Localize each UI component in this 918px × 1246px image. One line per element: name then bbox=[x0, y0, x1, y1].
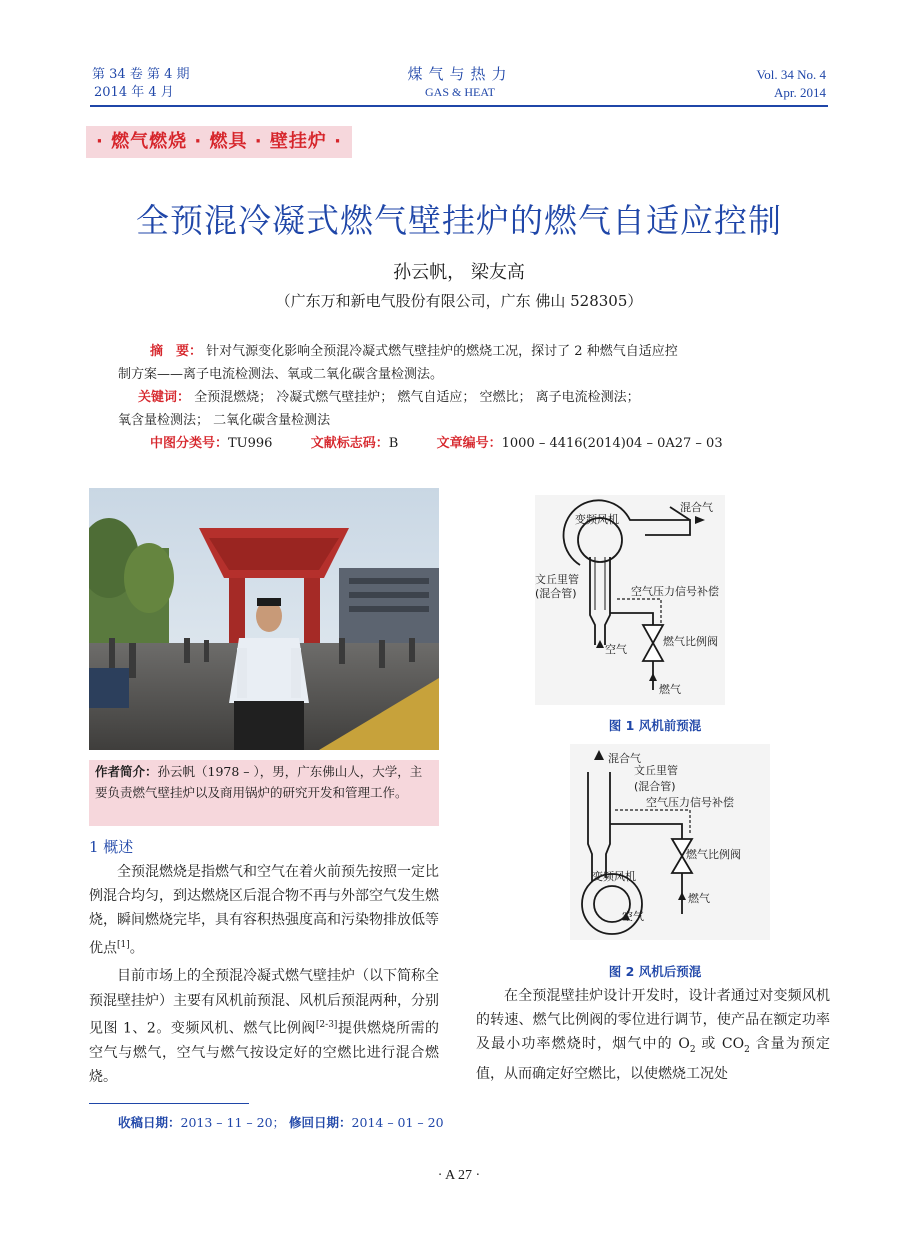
authors: 孙云帆， 梁友高 bbox=[393, 262, 525, 283]
footnote-rule bbox=[89, 1103, 249, 1104]
sub-co2: 2 bbox=[744, 1045, 750, 1056]
abstract-text-2: 制方案——离子电流检测法、氧或二氧化碳含量检测法。 bbox=[118, 367, 444, 382]
paragraph-2 bbox=[89, 964, 439, 1089]
bio-label: 作者简介： bbox=[95, 764, 158, 779]
received-label: 收稿日期： bbox=[118, 1115, 181, 1130]
body-right-column bbox=[476, 984, 830, 1087]
fig1-mixed-gas-label: 混合气 bbox=[680, 501, 713, 514]
keywords-label: 关键词： bbox=[138, 390, 191, 405]
issue-date-en: Apr. 2014 bbox=[774, 85, 826, 100]
fig1-air-label: 空气 bbox=[605, 643, 627, 656]
keywords-line-1 bbox=[112, 386, 802, 409]
keywords-text-2: 氧含量检测法； 二氧化碳含量检测法 bbox=[118, 413, 331, 428]
reference-2-3[interactable]: [2-3] bbox=[315, 1019, 338, 1030]
abstract-label: 摘 要： bbox=[150, 344, 203, 359]
figure-2 bbox=[570, 744, 770, 940]
right-para-c: 含量为预定值，从而确定好空燃比，以使燃烧工况处 bbox=[476, 1036, 831, 1083]
doc-code-label: 文献标志码： bbox=[310, 436, 389, 451]
fig2-venturi-sub-label: (混合管) bbox=[634, 780, 676, 793]
fig2-gas-label: 燃气 bbox=[688, 892, 710, 905]
article-title: 全预混冷凝式燃气壁挂炉的燃气自适应控制 bbox=[136, 201, 782, 240]
para2-text: 目前市场上的全预混冷凝式燃气壁挂炉（以下简称全预混壁挂炉）主要有风机前预混、风机后预混两种，分别见图 1、2。变频风机、燃气比例阀 bbox=[89, 968, 439, 1037]
affiliation: （广东万和新电气股份有限公司，广东 佛山 528305） bbox=[275, 292, 643, 310]
volume-issue-en: Vol. 34 No. 4 bbox=[756, 67, 826, 82]
fig1-venturi-label: 文丘里管 bbox=[535, 573, 579, 586]
abstract-line-1 bbox=[112, 340, 802, 363]
figure-1-diagram bbox=[535, 495, 725, 705]
abstract-block bbox=[112, 340, 802, 455]
author-photo bbox=[89, 488, 439, 750]
figure-1-caption: 图 1 风机前预混 bbox=[608, 718, 702, 733]
para1-text: 全预混燃烧是指燃气和空气在着火前预先按照一定比例混合均匀，到达燃烧区后混合物不再与外部空气发生燃烧，瞬间燃烧完毕，具有容积热强度高和污染物排放低等优点 bbox=[89, 864, 439, 957]
volume-issue: 第 34 卷 第 4 期 bbox=[92, 67, 190, 82]
abstract-text-1: 针对气源变化影响全预混冷凝式燃气壁挂炉的燃烧工况，探讨了 2 种燃气自适应控 bbox=[206, 344, 678, 359]
keywords-text-1: 全预混燃烧； 冷凝式燃气壁挂炉； 燃气自适应； 空燃比； 离子电流检测法； bbox=[194, 390, 640, 405]
reference-1[interactable]: [1] bbox=[117, 939, 130, 950]
journal-issue bbox=[92, 66, 189, 102]
journal-name-cn: 煤气与热力 bbox=[407, 65, 513, 83]
classification-line bbox=[112, 432, 802, 455]
paragraph-right bbox=[476, 984, 830, 1087]
bio-text: 孙云帆（1978 – ），男，广东佛山人，大学，主要负责燃气壁挂炉以及商用锅炉的研究开发和管理工作。 bbox=[95, 764, 423, 800]
fig2-mixed-gas-label: 混合气 bbox=[608, 752, 641, 765]
fig1-gas-label: 燃气 bbox=[659, 683, 681, 696]
page-number: · A 27 · bbox=[437, 1168, 481, 1183]
clc-label: 中图分类号： bbox=[150, 436, 229, 451]
figure-2-diagram bbox=[570, 744, 770, 940]
fig1-valve-label: 燃气比例阀 bbox=[663, 635, 718, 648]
issue-date: 2014 年 4 月 bbox=[94, 85, 174, 100]
fig2-valve-label: 燃气比例阀 bbox=[686, 848, 741, 861]
journal-name-en: GAS & HEAT bbox=[424, 85, 495, 99]
section-label: · 燃气燃烧 · 燃具 · 壁挂炉 · bbox=[86, 126, 352, 158]
para2-end: 提供燃烧所需的空气与燃气，空气与燃气按设定好的空燃比进行混合燃烧。 bbox=[89, 1020, 440, 1085]
right-para-b: 或 CO bbox=[695, 1036, 745, 1053]
fig2-venturi-label: 文丘里管 bbox=[634, 764, 678, 777]
revised-date: 2014 – 01 – 20 bbox=[351, 1115, 444, 1130]
article-no-label: 文章编号： bbox=[436, 436, 502, 451]
fig1-fan-label: 变频风机 bbox=[575, 513, 619, 526]
fig2-air-comp-label: 空气压力信号补偿 bbox=[646, 796, 734, 809]
keywords-line-2 bbox=[112, 409, 802, 432]
journal-issue-en bbox=[757, 66, 826, 102]
received-date: 2013 – 11 – 20； bbox=[180, 1115, 286, 1130]
author-photo-image bbox=[89, 488, 439, 750]
fig2-air-label: 空气 bbox=[622, 910, 644, 923]
section-heading: 1 概述 bbox=[89, 838, 134, 856]
header-rule bbox=[90, 105, 828, 107]
author-bio bbox=[89, 760, 439, 826]
figure-2-caption: 图 2 风机后预混 bbox=[608, 964, 702, 979]
fig1-air-comp-label: 空气压力信号补偿 bbox=[631, 585, 719, 598]
clc-value: TU996 bbox=[228, 436, 273, 451]
fig2-fan-label: 变频风机 bbox=[592, 870, 636, 883]
footnote-dates bbox=[118, 1113, 444, 1133]
figure-1 bbox=[535, 495, 725, 705]
para1-end: 。 bbox=[129, 940, 144, 957]
sub-o2: 2 bbox=[689, 1045, 696, 1056]
right-para-a: 在全预混壁挂炉设计开发时，设计者通过对变频风机的转速、燃气比例阀的零位进行调节，使产品在额定功率及最小功率燃烧时，烟气中的 O bbox=[476, 988, 830, 1053]
revised-label: 修回日期： bbox=[289, 1115, 352, 1130]
abstract-line-2 bbox=[112, 363, 802, 386]
body-left-column bbox=[89, 860, 439, 1089]
doc-code-value: B bbox=[388, 436, 399, 451]
article-no-value: 1000 – 4416(2014)04 – 0A27 – 03 bbox=[501, 436, 723, 451]
journal-name bbox=[380, 64, 540, 100]
paragraph-1 bbox=[89, 860, 439, 960]
fig1-venturi-sub-label: (混合管) bbox=[535, 587, 577, 600]
